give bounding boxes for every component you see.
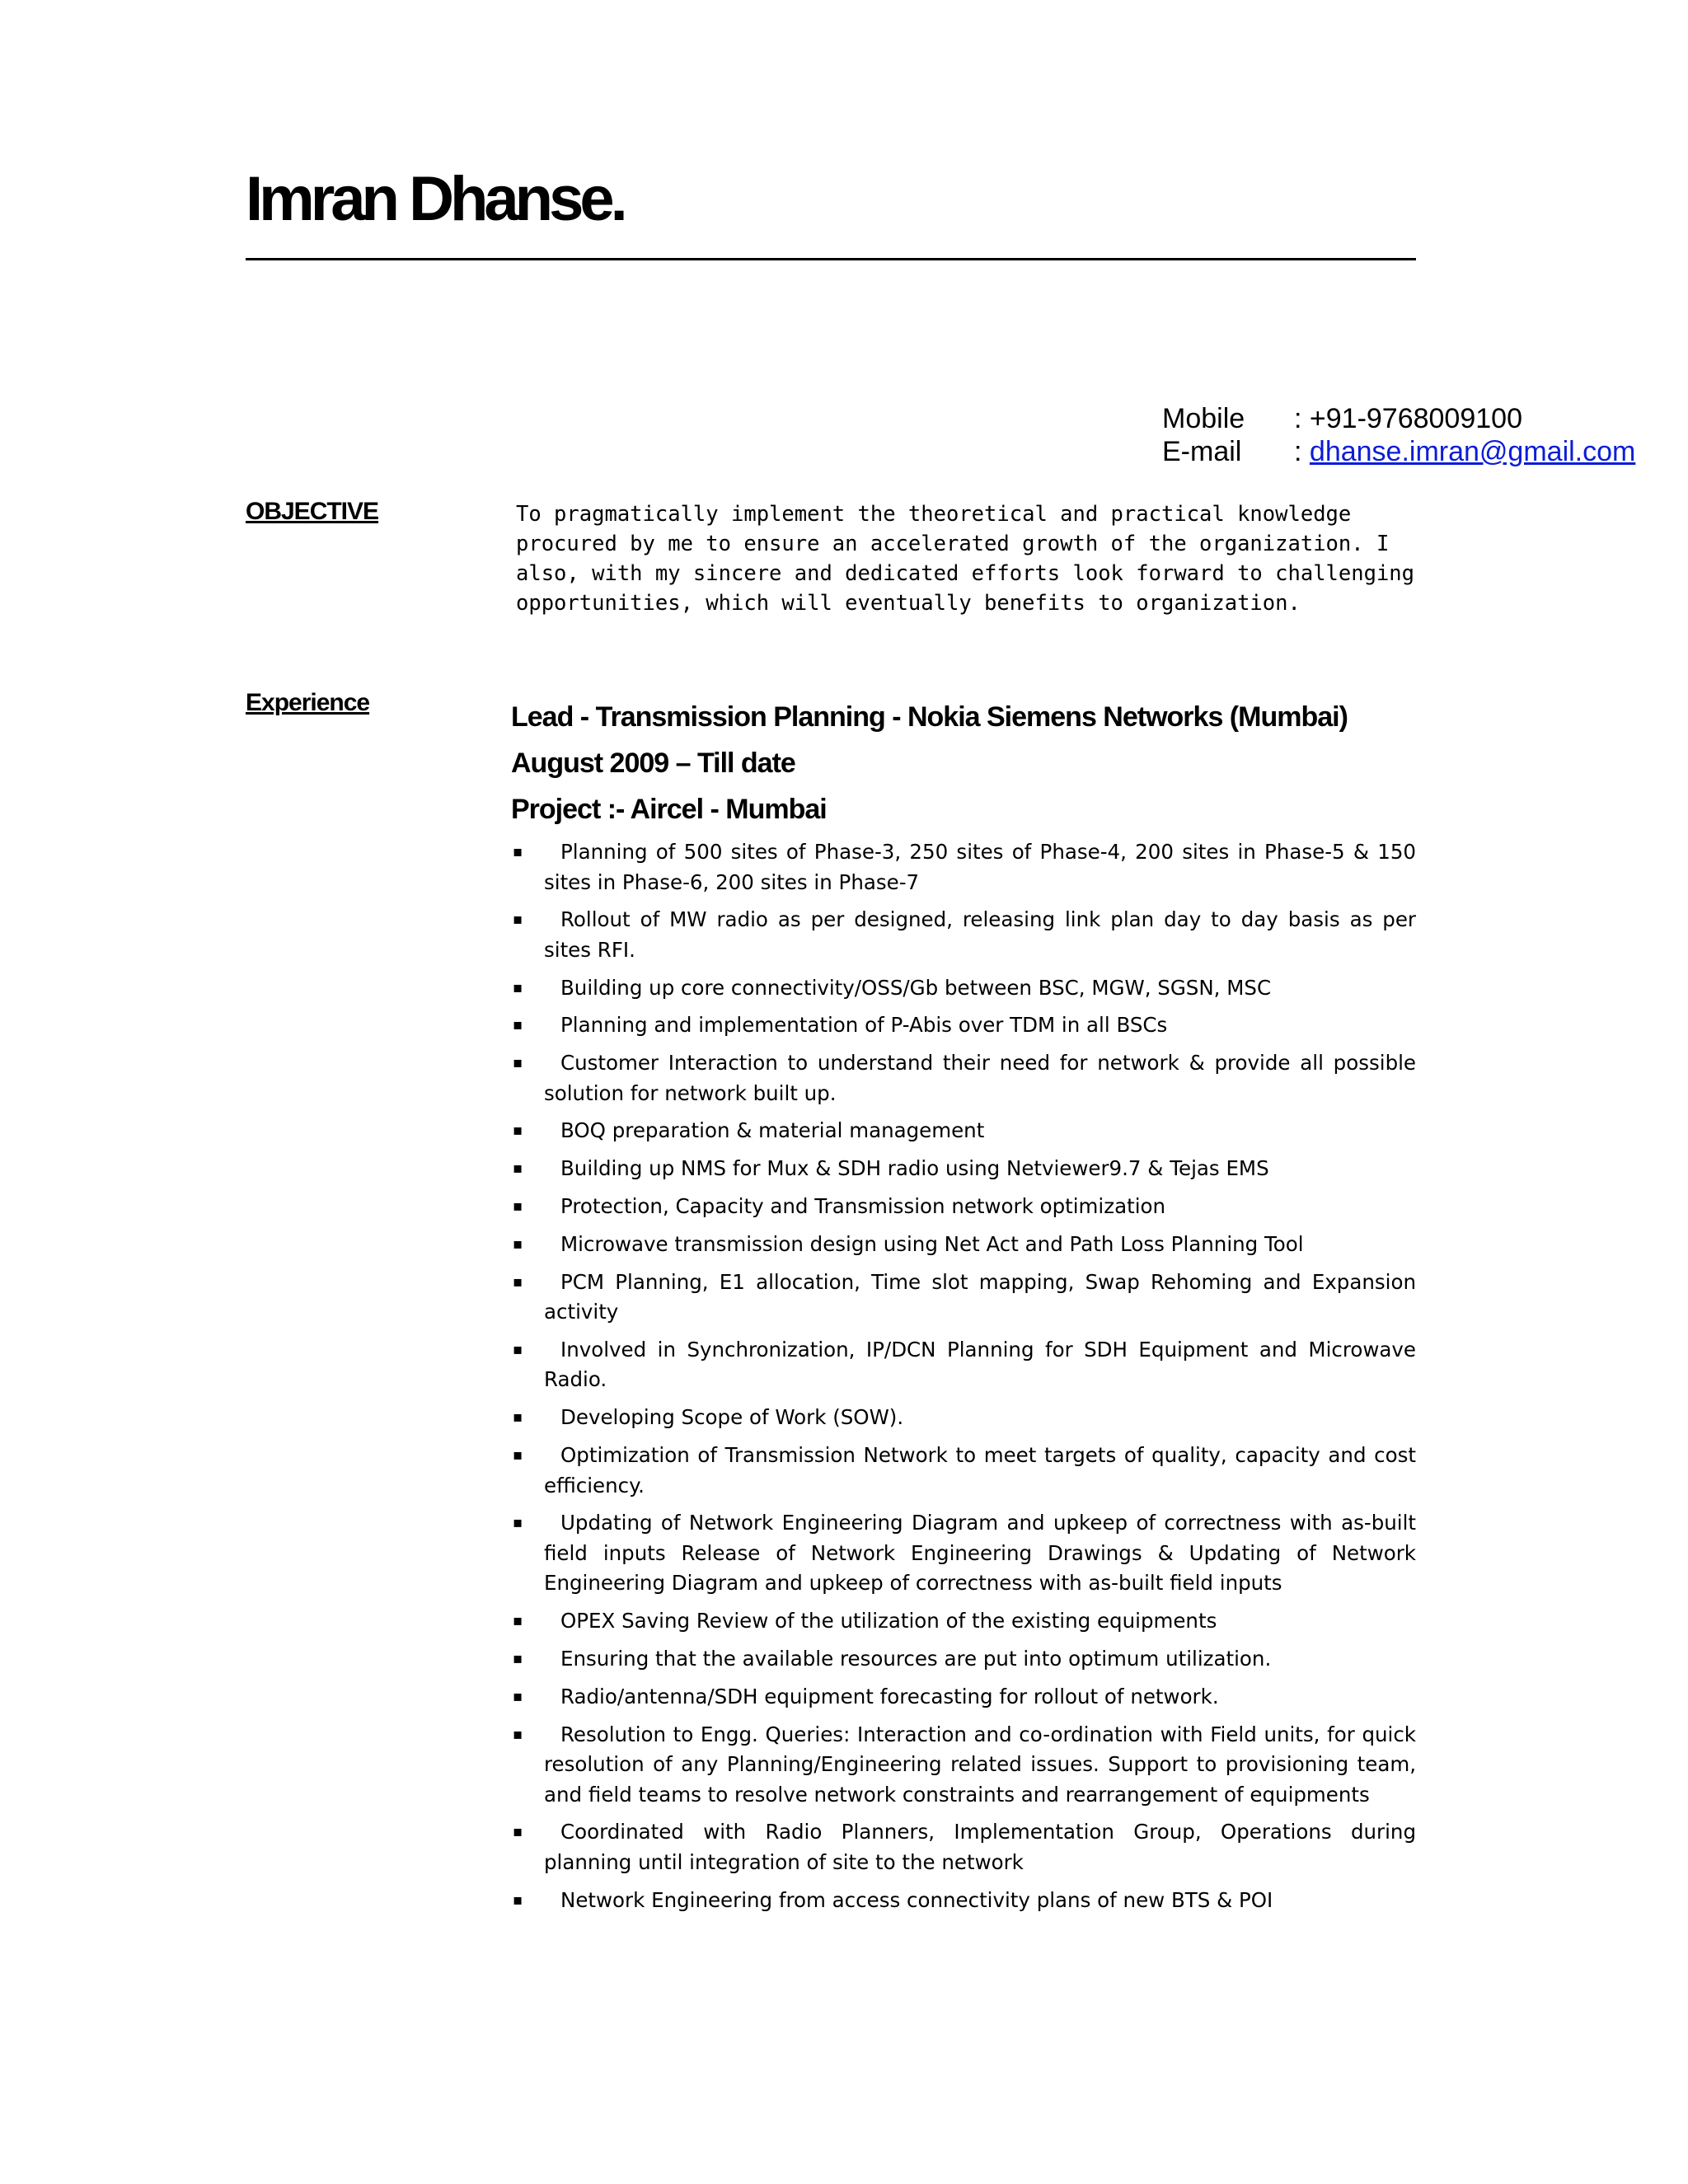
responsibility-list [511, 837, 1416, 1915]
square-bullet-icon: ▪ [513, 1197, 523, 1216]
email-row [1162, 435, 1635, 468]
square-bullet-icon: ▪ [513, 1408, 523, 1427]
square-bullet-icon: ▪ [513, 1687, 523, 1705]
list-item-text: Planning and implementation of P-Abis over TDM in all BSCs [560, 1013, 1168, 1038]
list-item-text: Coordinated with Radio Planners, Implementation Group, Operations during planning until integration of site to the network [544, 1820, 1416, 1874]
list-item-text: Resolution to Engg. Queries: Interaction and co-ordination with Field units, for quick resolution of any Planning/Engineering related issues. Support to provisioning team, and field teams to resolve network constraints and rearrangement of equipments [544, 1722, 1416, 1807]
list-item-text: Building up NMS for Mux & SDH radio using Netviewer9.7 & Tejas EMS [560, 1156, 1269, 1181]
header-divider [246, 258, 1416, 260]
square-bullet-icon: ▪ [513, 1160, 523, 1178]
mobile-row [1162, 402, 1635, 435]
square-bullet-icon: ▪ [513, 1823, 523, 1841]
list-item [511, 837, 1416, 898]
list-item [511, 1644, 1416, 1675]
mobile-value: : +91-9768009100 [1294, 403, 1522, 434]
list-item [511, 1116, 1416, 1146]
mobile-label: Mobile [1162, 403, 1245, 434]
experience-heading: Experience [246, 689, 370, 716]
email-label: E-mail [1162, 436, 1242, 467]
list-item [511, 1154, 1416, 1184]
list-item-text: Involved in Synchronization, IP/DCN Planning for SDH Equipment and Microwave Radio. [544, 1337, 1416, 1392]
square-bullet-icon: ▪ [513, 1054, 523, 1072]
list-item-text: Customer Interaction to understand their need for network & provide all possible solution for network built up. [544, 1051, 1416, 1105]
square-bullet-icon: ▪ [513, 1612, 523, 1630]
job-project: Project :- Aircel - Mumbai [511, 794, 827, 825]
square-bullet-icon: ▪ [513, 1891, 523, 1909]
list-item [511, 1508, 1416, 1599]
list-item [511, 1403, 1416, 1433]
list-item-text: Rollout of MW radio as per designed, releasing link plan day to day basis as per sites RFI. [544, 907, 1416, 962]
email-link[interactable]: dhanse.imran@gmail.com [1309, 436, 1636, 467]
list-item [511, 1230, 1416, 1260]
square-bullet-icon: ▪ [513, 1016, 523, 1034]
objective-text: To pragmatically implement the theoretical and practical knowledge procured by me to ensure an accelerated growth of the organization. I also, with my sincere and dedicated efforts look forward to challenging opportunities, which will eventually benefits to organization. [516, 502, 1415, 616]
list-item-text: Network Engineering from access connectivity plans of new BTS & POI [560, 1887, 1273, 1912]
list-item-text: Microwave transmission design using Net Act and Path Loss Planning Tool [560, 1231, 1304, 1256]
list-item-text: Planning of 500 sites of Phase-3, 250 sites of Phase-4, 200 sites in Phase-5 & 150 sites in Phase-6, 200 sites in Phase-7 [544, 840, 1416, 894]
list-item [511, 1682, 1416, 1713]
job-role: Lead - Transmission Planning - Nokia Siemens Networks (Mumbai) [511, 701, 1348, 733]
list-item-text: Updating of Network Engineering Diagram and upkeep of correctness with as-built field inputs Release of Network Engineering Drawings & Updating of Network Engineering Diagram and upkeep of correctness with as-built field inputs [544, 1511, 1416, 1596]
list-item [511, 1010, 1416, 1041]
objective-heading: OBJECTIVE [246, 498, 379, 525]
list-item [511, 1720, 1416, 1811]
square-bullet-icon: ▪ [513, 843, 523, 860]
list-item [511, 1817, 1416, 1877]
list-item-text: Developing Scope of Work (SOW). [560, 1405, 904, 1430]
list-item [511, 1335, 1416, 1395]
square-bullet-icon: ▪ [513, 978, 523, 996]
list-item [511, 1441, 1416, 1501]
list-item [511, 1192, 1416, 1222]
list-item [511, 1048, 1416, 1108]
square-bullet-icon: ▪ [513, 1272, 523, 1291]
list-item [511, 905, 1416, 965]
list-item-text: Optimization of Transmission Network to meet targets of quality, capacity and cost efficiency. [544, 1443, 1416, 1497]
email-separator: : [1294, 436, 1302, 467]
square-bullet-icon: ▪ [513, 1446, 523, 1465]
square-bullet-icon: ▪ [513, 1649, 523, 1667]
list-item [511, 1886, 1416, 1916]
square-bullet-icon: ▪ [513, 1340, 523, 1358]
list-item-text: BOQ preparation & material management [560, 1118, 985, 1143]
square-bullet-icon: ▪ [513, 1514, 523, 1532]
contact-block [1162, 402, 1635, 468]
list-item [511, 1606, 1416, 1637]
list-item-text: Building up core connectivity/OSS/Gb between BSC, MGW, SGSN, MSC [560, 975, 1272, 1000]
list-item [511, 973, 1416, 1004]
list-item [511, 1268, 1416, 1328]
square-bullet-icon: ▪ [513, 911, 523, 929]
square-bullet-icon: ▪ [513, 1122, 523, 1140]
list-item-text: Ensuring that the available resources are put into optimum utilization. [560, 1646, 1272, 1671]
square-bullet-icon: ▪ [513, 1725, 523, 1743]
list-item-text: Radio/antenna/SDH equipment forecasting for rollout of network. [560, 1684, 1219, 1708]
list-item-text: OPEX Saving Review of the utilization of the existing equipments [560, 1609, 1217, 1633]
candidate-name: Imran Dhanse. [246, 164, 624, 234]
experience-section [511, 694, 1416, 1923]
job-period: August 2009 – Till date [511, 748, 795, 779]
list-item-text: Protection, Capacity and Transmission network optimization [560, 1194, 1166, 1219]
square-bullet-icon: ▪ [513, 1235, 523, 1253]
list-item-text: PCM Planning, E1 allocation, Time slot mapping, Swap Rehoming and Expansion activity [544, 1269, 1416, 1324]
